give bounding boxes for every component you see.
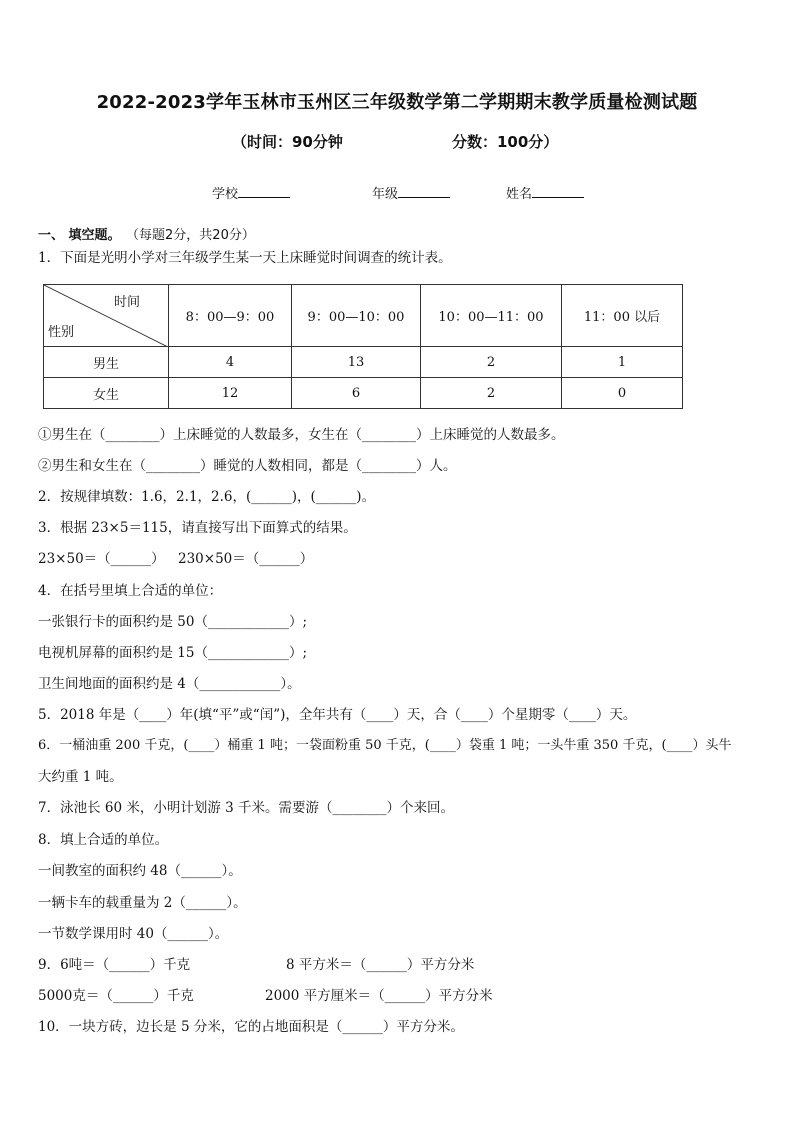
table-row bbox=[44, 347, 683, 378]
question-6-line2: 大约重 1 吨。 bbox=[38, 769, 123, 785]
table-header-row bbox=[44, 285, 683, 347]
question-9a: 9．6吨＝（______）千克 bbox=[38, 957, 191, 973]
table-cell: 12 bbox=[169, 378, 292, 409]
table-header-cell: 10：00—11：00 bbox=[421, 285, 562, 347]
name-blank[interactable] bbox=[532, 185, 584, 198]
table-row bbox=[44, 378, 683, 409]
table-cell: 4 bbox=[169, 347, 292, 378]
question-2: 2．按规律填数：1.6，2.1，2.6，(______)，(______)。 bbox=[38, 489, 376, 505]
exam-time: （时间：90分钟 bbox=[232, 133, 343, 151]
name-label: 姓名 bbox=[506, 187, 533, 202]
row-label-boys: 男生 bbox=[44, 347, 169, 378]
exam-title: 2022-2023学年玉林市玉州区三年级数学第二学期期末教学质量检测试题 bbox=[96, 92, 698, 113]
question-4c: 卫生间地面的面积约是 4（____________）。 bbox=[38, 676, 301, 692]
question-3a: 23×50＝（______） bbox=[38, 551, 165, 567]
corner-gender-label: 性别 bbox=[48, 325, 75, 340]
question-4a: 一张银行卡的面积约是 50（____________）; bbox=[38, 614, 308, 630]
table-cell: 2 bbox=[421, 347, 562, 378]
question-8a: 一间教室的面积约 48（______）。 bbox=[38, 863, 242, 879]
question-6-line1: 6．一桶油重 200 千克，(____）桶重 1 吨；一袋面粉重 50 千克，(____）袋重 1 吨；一头牛重 350 千克，(____）头牛 bbox=[38, 738, 732, 753]
exam-score: 分数：100分） bbox=[452, 133, 559, 151]
question-10: 10．一块方砖，边长是 5 分米，它的占地面积是（______）平方分米。 bbox=[38, 1019, 464, 1035]
table-header-cell: 9：00—10：00 bbox=[292, 285, 421, 347]
table-cell: 2 bbox=[421, 378, 562, 409]
question-8: 8．填上合适的单位。 bbox=[38, 832, 169, 848]
question-9b: 8 平方米＝（______）平方分米 bbox=[286, 957, 475, 973]
table-cell: 0 bbox=[562, 378, 683, 409]
question-9c: 5000克＝（______）千克 bbox=[38, 988, 194, 1004]
school-label: 学校 bbox=[212, 187, 239, 202]
question-5: 5．2018 年是（____）年(填“平”或“闰”)，全年共有（____）天，合（____）个星期零（____）天。 bbox=[38, 707, 637, 723]
table-cell: 1 bbox=[562, 347, 683, 378]
table-header-cell: 8：00—9：00 bbox=[169, 285, 292, 347]
grade-label: 年级 bbox=[372, 187, 399, 202]
question-4b: 电视机屏幕的面积约是 15（____________）; bbox=[38, 645, 308, 661]
question-3: 3．根据 23×5＝115，请直接写出下面算式的结果。 bbox=[38, 520, 357, 536]
table-cell: 13 bbox=[292, 347, 421, 378]
table-corner-cell bbox=[44, 285, 169, 347]
school-blank[interactable] bbox=[238, 185, 290, 198]
grade-field bbox=[372, 183, 450, 202]
corner-time-label: 时间 bbox=[113, 295, 140, 310]
question-4: 4．在括号里填上合适的单位： bbox=[38, 583, 223, 599]
question-1-sub1: ①男生在（________）上床睡觉的人数最多，女生在（________）上床睡觉的人数最多。 bbox=[38, 427, 565, 443]
question-1-sub2: ②男生和女生在（________）睡觉的人数相同，都是（________）人。 bbox=[38, 458, 457, 474]
table-header-cell: 11：00 以后 bbox=[562, 285, 683, 347]
section-title: 一、 填空题。 bbox=[38, 228, 121, 243]
school-field bbox=[212, 183, 290, 202]
question-7: 7．泳池长 60 米，小明计划游 3 千米。需要游（________）个来回。 bbox=[38, 800, 455, 816]
question-9d: 2000 平方厘米＝（______）平方分米 bbox=[265, 988, 493, 1004]
section-heading bbox=[38, 224, 255, 243]
grade-blank[interactable] bbox=[398, 185, 450, 198]
row-label-girls: 女生 bbox=[44, 378, 169, 409]
question-8b: 一辆卡车的载重量为 2（______）。 bbox=[38, 895, 247, 911]
section-note: （每题2分，共20分） bbox=[132, 228, 255, 243]
question-3b: 230×50＝（______） bbox=[178, 551, 314, 567]
question-1: 1．下面是光明小学对三年级学生某一天上床睡觉时间调查的统计表。 bbox=[38, 250, 452, 266]
table-cell: 6 bbox=[292, 378, 421, 409]
bedtime-table bbox=[43, 284, 683, 409]
question-8c: 一节数学课用时 40（______）。 bbox=[38, 926, 229, 942]
name-field bbox=[506, 183, 584, 202]
